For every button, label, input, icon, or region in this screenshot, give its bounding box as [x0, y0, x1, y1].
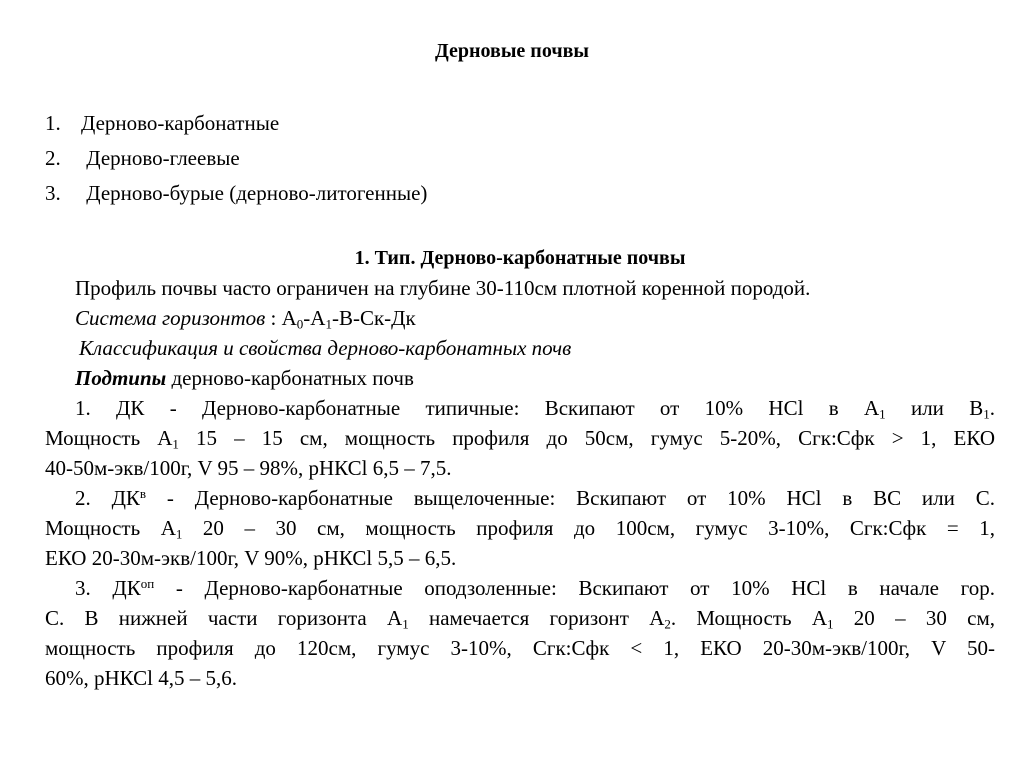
sub-index: 1: [172, 436, 179, 452]
subtypes-rest: дерново-карбонатных почв: [166, 366, 414, 390]
subtype-3-line-3: мощность профиля до 120см, гумус 3-10%, Сгк:Сфк < 1, ЕКО 20-30м-экв/100г, V 50-: [45, 636, 995, 660]
list-item: [45, 106, 427, 141]
horizon-label: Система горизонтов: [75, 306, 266, 330]
list-item-number: 2.: [45, 146, 61, 170]
horizon-system: [45, 303, 995, 333]
sub-index: 1: [983, 406, 990, 422]
horizon-sub: 1: [325, 316, 332, 332]
subtype-3-line-2: [45, 603, 995, 633]
subtype-1-line-3: 40-50м-экв/100г, V 95 – 98%, рНКСl 6,5 – 7,5.: [45, 456, 452, 480]
text-run: С. В нижней части горизонта А: [45, 606, 403, 630]
text-run: 1. ДК - Дерново-карбонатные типичные: Вскипают от 10% НСl в А: [75, 396, 880, 420]
horizon-a1: -А: [303, 306, 326, 330]
subtypes-label: Подтипы: [75, 366, 167, 390]
text-run: или В: [885, 396, 984, 420]
horizon-rest: -В-Ск-Дк: [331, 306, 416, 330]
subtype-1-line-1: [45, 393, 995, 423]
subtypes-heading: [45, 363, 995, 393]
subtype-3-line-1: [45, 573, 995, 603]
page-title: Дерновые почвы: [434, 40, 590, 62]
horizon-a: А: [281, 306, 297, 330]
sup-index: оп: [140, 575, 155, 591]
classification-heading: [45, 333, 995, 363]
sub-index: 1: [402, 616, 409, 632]
subtype-2-line-1: [45, 483, 995, 513]
text-run: 2. ДК: [75, 486, 140, 510]
sup-index: в: [139, 485, 147, 501]
list-item: [45, 176, 427, 211]
subtype-1-line-2: [45, 423, 995, 453]
subtype-3-line-4: 60%, рНКСl 4,5 – 5,6.: [45, 666, 237, 690]
horizon-sep: :: [265, 306, 282, 330]
sub-index: 1: [175, 526, 183, 542]
list-item-text: Дерново-глеевые: [86, 146, 240, 170]
list-item-number: 3.: [45, 181, 61, 205]
list-item-text: Дерново-карбонатные: [81, 111, 280, 135]
text-run: - Дерново-карбонатные оподзоленные: Вскипают от 10% НСl в начале гор.: [154, 576, 995, 600]
horizon-sub: 0: [296, 316, 304, 332]
text-run: намечается горизонт А: [408, 606, 665, 630]
subtype-2-line-2: [45, 513, 995, 543]
sub-index: 1: [827, 616, 834, 632]
sub-index: 2: [664, 616, 671, 632]
list-item: [45, 141, 427, 176]
text-run: - Дерново-карбонатные выщелоченные: Вскипают от 10% НСl в ВС или С.: [146, 486, 995, 510]
section-content: [45, 243, 995, 693]
soil-types-list: [45, 106, 427, 211]
classification-text: Классификация и свойства дерново-карбонатных почв: [79, 336, 572, 360]
text-run: .: [989, 396, 995, 420]
subtype-2-line-3: ЕКО 20-30м-экв/100г, V 90%, рНКСl 5,5 – 6,5.: [45, 546, 457, 570]
list-item-number: 1.: [45, 111, 61, 135]
text-run: Мощность А: [45, 516, 176, 540]
section-title: 1. Тип. Дерново-карбонатные почвы: [354, 247, 686, 269]
text-run: 20 – 30 см, мощность профиля до 100см, гумус 3-10%, Сгк:Сфк = 1,: [182, 516, 995, 540]
text-run: Мощность А: [45, 426, 173, 450]
text-run: . Мощность А: [670, 606, 828, 630]
text-run: 15 – 15 см, мощность профиля до 50см, гумус 5-20%, Сгк:Сфк > 1, ЕКО: [178, 426, 995, 450]
text-run: 20 – 30 см,: [833, 606, 995, 630]
list-item-text: Дерново-бурые (дерново-литогенные): [86, 181, 428, 205]
text-run: 3. ДК: [75, 576, 141, 600]
sub-index: 1: [879, 406, 886, 422]
profile-text: Профиль почвы часто ограничен на глубине 30-110см плотной коренной породой.: [75, 276, 811, 300]
